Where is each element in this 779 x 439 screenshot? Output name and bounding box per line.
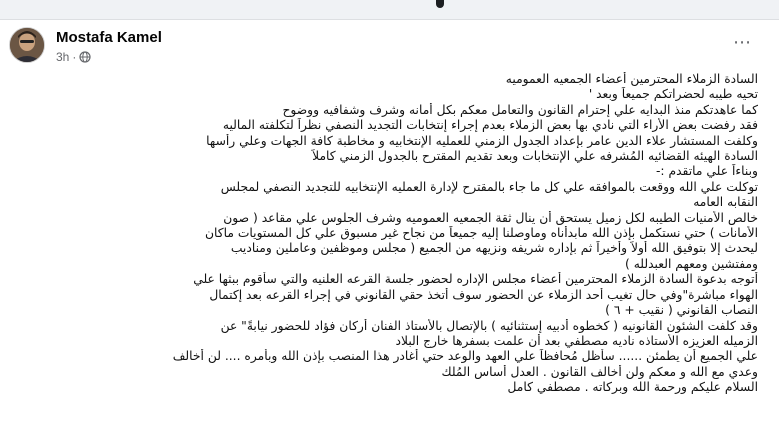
post-line: ومفتشين ومعهم العبدلله ) (624, 256, 758, 271)
post-text (8, 72, 758, 396)
post-line: الزميله العزيزه الأستاذه ناديه مصطفي بعد أن علمت بسفرها خارج البلاد (395, 333, 758, 348)
post-header (0, 19, 779, 69)
post-line: خالص الأمنيات الطيبه لكل زميل يستحق أن ينال ثقة الجمعيه العموميه وشرف الجلوس علي مقاعد ( صون (223, 210, 758, 225)
post-meta (56, 50, 91, 64)
post-time[interactable]: 3h (56, 50, 70, 64)
post-line: كما عاهدتكم منذ البدايه علي إحترام القانون والتعامل معكم بكل أمانه وشرف وشفافيه ووضوح (282, 102, 758, 117)
public-globe-icon (79, 51, 91, 63)
post-line: علي الجميع أن يطمئن ...... سأظل مُحافظاً علي العهد والوعد حتي أغادر هذا المنصب بإذن الله وبأمره .... لن أخالف (172, 349, 758, 364)
post-line: النصاب القانوني ( نقيب + ٦ ) (605, 303, 758, 318)
post-line: السادة الزملاء المحترمين أعضاء الجمعيه العموميه (505, 72, 758, 86)
post-line: ليحدث إلا بتوفيق الله أولاً وأخيراً ثم بإداره شريفه ونزيهه من الجميع ( مجلس وموظفين وعاملين ومناديب (230, 241, 758, 256)
avatar-image (10, 28, 44, 62)
author-name[interactable]: Mostafa Kamel (56, 29, 162, 46)
post-line: الهواء مباشرة"وفي حال تغيب أحد الزملاء عن الحضور سوف أتخذ حقي القانوني في إجراء القرعه بعد إكتمال (209, 287, 758, 302)
meta-separator: · (72, 50, 77, 64)
clipped-glyph (436, 0, 444, 8)
post-line: أتوجه بدعوة السادة الزملاء المحترمين أعضاء مجلس الإداره لحضور جلسة القرعه العلنيه والتي سأقوم ببثها علي (193, 272, 758, 287)
more-options-icon[interactable]: ⋯ (733, 32, 751, 53)
top-strip (0, 0, 779, 20)
post-line: فقد رفضت بعض الأراء التي نادي بها بعض الزملاء بعدم إجراء إنتخابات التجديد النصفي نظراً لتكلفته الماليه (222, 118, 758, 133)
post-line: توكلت علي الله ووقعت بالموافقه علي كل ما جاء بالمقترح لإدارة العمليه الإنتخابيه للتجديد النصفي لمجلس (220, 179, 758, 194)
post-line: تحيه طيبه لحضراتكم جميعاً وبعد ' (588, 87, 758, 102)
post-line: السلام عليكم ورحمة الله وبركاته . مصطفي كامل (507, 380, 758, 395)
post-line: وبناءاً علي ماتقدم :- (655, 164, 758, 179)
post-line: وعدي مع الله و معكم ولن أخالف القانون . العدل أساس المُلك (441, 364, 758, 379)
post-line: النقابه العامه (693, 195, 758, 210)
post-line: الأمانات ) حتي نستكمل بإذن الله مابدأناه وماوصلنا إليه جميعاً من نجاح غير مسبوق علي كل المستويات ماكان (204, 226, 758, 241)
avatar[interactable] (9, 27, 45, 63)
post-body (6, 69, 771, 439)
post-line: وكلفت المستشار علاء الدين عامر بإعداد الجدول الزمني للعمليه الإنتخابيه و مخاطبة كافة الجهات وعلي رأسها (206, 133, 758, 148)
post-line: وقد كلفت الشئون القانونيه ( كخطوه أدبيه إستثنائيه ) بالإتصال بالأستاذ الفنان أركان فؤاد للحضور نيابةً" عن (220, 318, 758, 333)
post-line: السادة الهيئه القضائيه المُشرفه علي الإنتخابات وبعد تقديم المقترح بالجدول الزمني كاملاً (312, 149, 758, 164)
